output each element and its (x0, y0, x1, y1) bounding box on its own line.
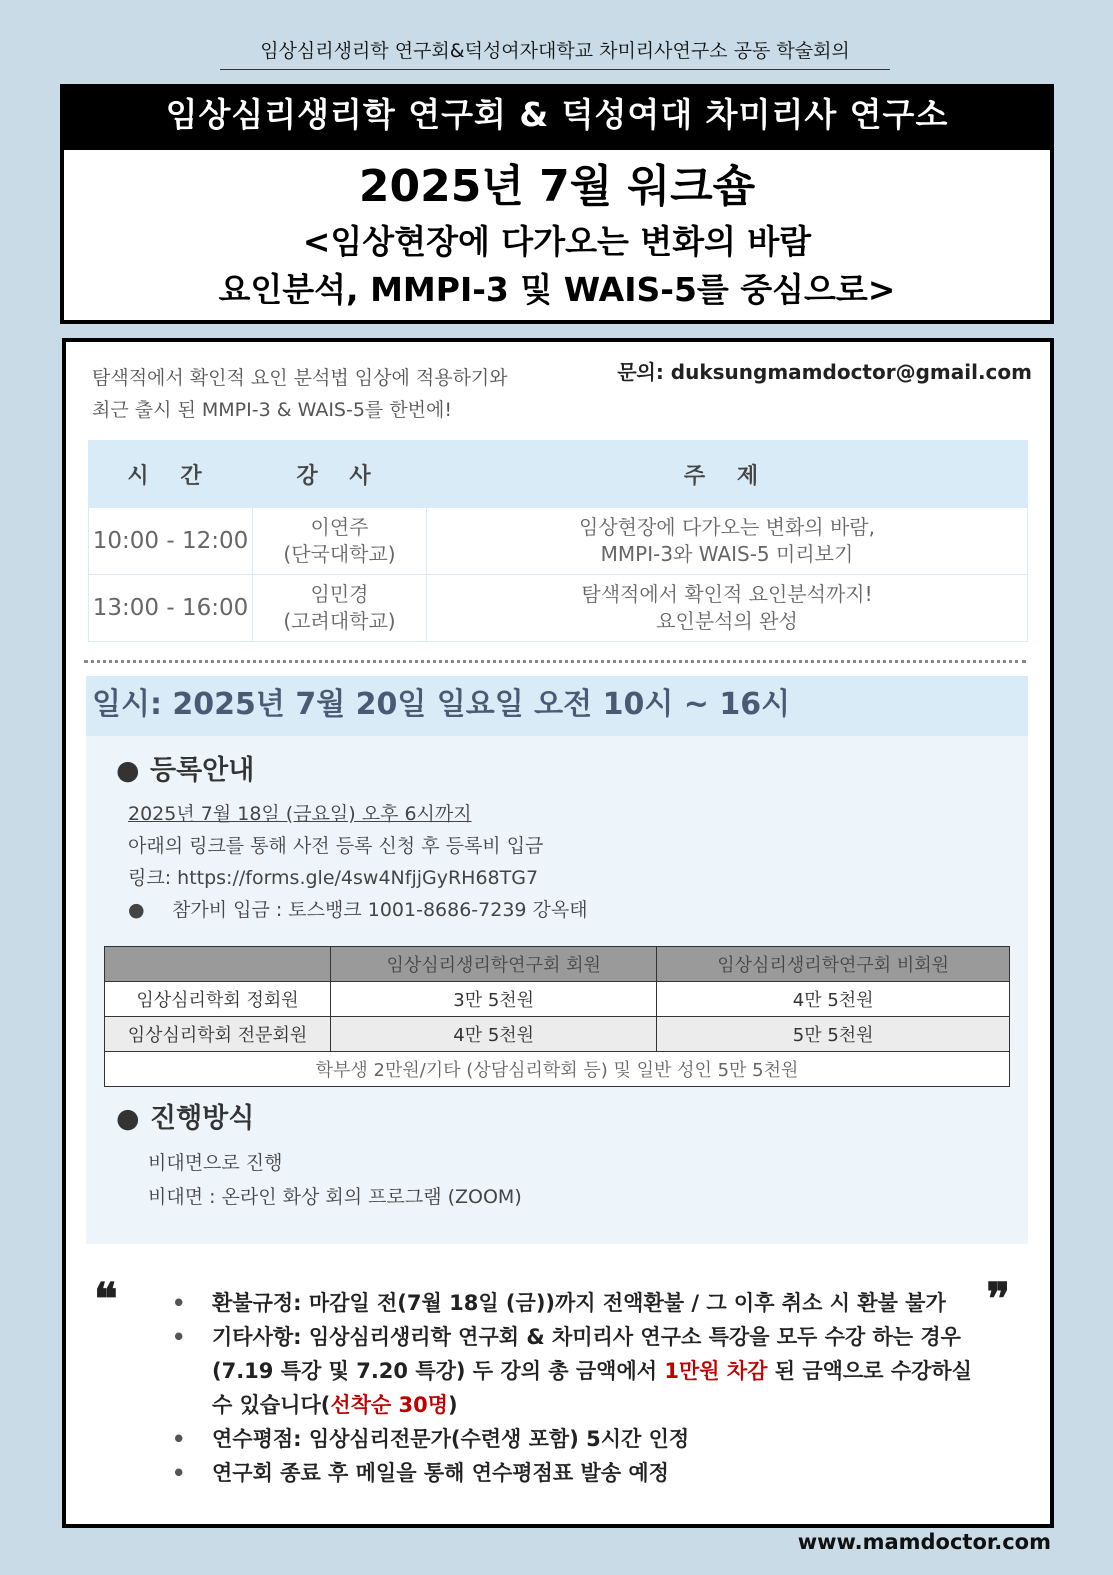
table-row (105, 1052, 1010, 1087)
schedule-header-time: 시 간 (89, 441, 253, 508)
lecturer-affiliation: (고려대학교) (283, 609, 396, 633)
bullet-icon: • (172, 1461, 186, 1485)
process-line: 비대면 : 온라인 화상 회의 프로그램 (ZOOM) (148, 1186, 522, 1208)
website-link[interactable]: www.mamdoctor.com (797, 1530, 1051, 1554)
workshop-subtitle-2: 요인분석, MMPI-3 및 WAIS-5를 중심으로> (218, 270, 896, 309)
registration-deadline: 2025년 7월 18일 (금요일) 오후 6시까지 (128, 803, 472, 825)
fee-cell: 5만 5천원 (657, 1017, 1010, 1052)
fee-note: 학부생 2만원/기타 (상담심리학회 등) 및 일반 성인 5만 5천원 (105, 1052, 1010, 1087)
content-box (62, 338, 1054, 1528)
schedule-topic (427, 508, 1028, 575)
list-item: • 연구회 종료 후 메일을 통해 연수평점표 발송 예정 (172, 1456, 972, 1490)
lecturer-affiliation: (단국대학교) (283, 542, 396, 566)
topic-line: 임상현장에 다가오는 변화의 바람, (579, 515, 875, 539)
close-quote-icon: ❞ (986, 1274, 1010, 1325)
bullet-icon: • (172, 1427, 186, 1451)
schedule-header-topic: 주 제 (427, 441, 1028, 508)
fee-row-label: 임상심리학회 전문회원 (105, 1017, 331, 1052)
table-row (105, 982, 1010, 1017)
schedule-header-lecturer: 강 사 (253, 441, 427, 508)
registration-details (128, 798, 588, 926)
schedule-topic (427, 575, 1028, 642)
schedule-lecturer (253, 508, 427, 575)
fee-cell: 4만 5천원 (331, 1017, 657, 1052)
fee-row-label: 임상심리학회 정회원 (105, 982, 331, 1017)
registration-link[interactable]: 링크: https://forms.gle/4sw4NfjjGyRH68TG7 (128, 867, 539, 889)
bullet-icon: ● (128, 899, 145, 921)
table-row (89, 508, 1028, 575)
lecturer-name: 임민경 (310, 582, 369, 606)
list-item: • 환불규정: 마감일 전(7월 18일 (금))까지 전액환불 / 그 이후 취소 시 환불 불가 (172, 1286, 972, 1320)
fee-header-blank (105, 947, 331, 982)
event-date: 일시: 2025년 7월 20일 일요일 오전 10시 ~ 16시 (86, 676, 1028, 736)
bullet-icon: • (172, 1291, 186, 1315)
bullet-icon: ● (116, 755, 140, 786)
topic-line: 탐색적에서 확인적 요인분석까지! (581, 582, 873, 606)
contact-email[interactable]: 문의: duksungmamdoctor@gmail.com (617, 360, 1032, 384)
process-heading: ● 진행방식 (116, 1103, 255, 1134)
co-host-line: 임상심리생리학 연구회&덕성여자대학교 차미리사연구소 공동 학술회의 (220, 36, 890, 70)
intro-line-1: 탐색적에서 확인적 요인 분석법 임상에 적용하기와 (92, 367, 508, 389)
discount-highlight: 1만원 차감 (664, 1359, 768, 1383)
table-row (89, 575, 1028, 642)
limit-highlight: 선착순 30명 (330, 1393, 449, 1417)
process-line: 비대면으로 진행 (148, 1152, 283, 1174)
intro-line-2: 최근 출시 된 MMPI-3 & WAIS-5를 한번에! (92, 399, 453, 421)
fee-header-nonmember: 임상심리생리학연구회 비회원 (657, 947, 1010, 982)
intro-text (92, 362, 508, 426)
lecturer-name: 이연주 (310, 515, 369, 539)
workshop-title: 2025년 7월 워크숍 (358, 161, 756, 212)
schedule-lecturer (253, 575, 427, 642)
registration-instruction: 아래의 링크를 통해 사전 등록 신청 후 등록비 입금 (128, 835, 544, 857)
fee-table (104, 946, 1010, 1087)
fee-cell: 4만 5천원 (657, 982, 1010, 1017)
org-title: 임상심리생리학 연구회 & 덕성여대 차미리사 연구소 (60, 84, 1054, 150)
list-item: • 연수평점: 임상심리전문가(수련생 포함) 5시간 인정 (172, 1422, 972, 1456)
registration-heading: ● 등록안내 (116, 755, 255, 786)
fee-cell: 3만 5천원 (331, 982, 657, 1017)
bullet-icon: ● (116, 1103, 140, 1134)
topic-line: 요인분석의 완성 (656, 609, 798, 633)
table-row (105, 1017, 1010, 1052)
schedule-time: 13:00 - 16:00 (89, 575, 253, 642)
open-quote-icon: ❝ (94, 1274, 118, 1325)
schedule-table (88, 440, 1028, 642)
bullet-icon: • (172, 1325, 186, 1349)
registration-section (86, 736, 1028, 1244)
title-box (60, 150, 1054, 324)
dotted-divider (84, 660, 1026, 663)
workshop-subtitle-1: <임상현장에 다가오는 변화의 바람 (302, 222, 812, 261)
topic-line: MMPI-3와 WAIS-5 미리보기 (600, 542, 854, 566)
payment-info: ● 참가비 입금 : 토스뱅크 1001-8686-7239 강옥태 (128, 894, 588, 926)
list-item: • 기타사항: 임상심리생리학 연구회 & 차미리사 연구소 특강을 모두 수강 하는 경우 (7.19 특강 및 7.20 특강) 두 강의 총 금액에서 1만원 차감 된 금액으로 수강하실 수 있습니다(선착순 30명) (172, 1320, 972, 1422)
process-details (148, 1146, 522, 1214)
fee-header-member: 임상심리생리학연구회 회원 (331, 947, 657, 982)
schedule-time: 10:00 - 12:00 (89, 508, 253, 575)
notes-list (172, 1286, 972, 1490)
